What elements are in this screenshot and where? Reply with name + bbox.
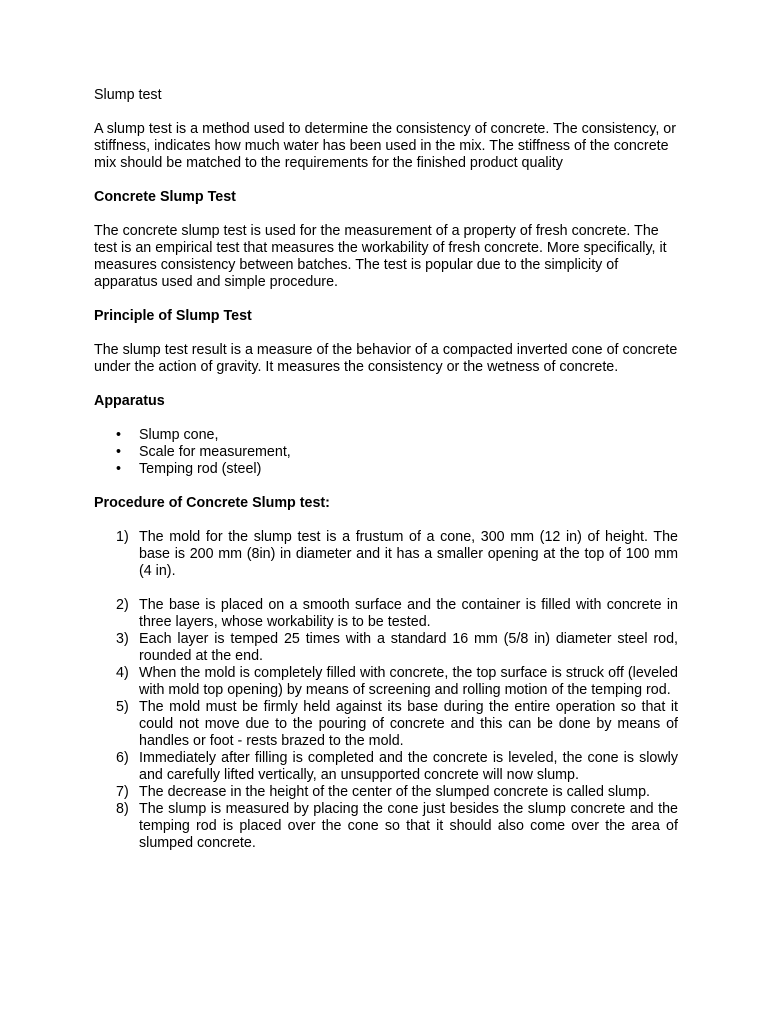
step-text: Immediately after filling is completed and the concrete is leveled, the cone is slowly and carefully lifted vertically, an unsupported concrete will now slump. bbox=[139, 750, 678, 783]
step-text: The mold must be firmly held against its base during the entire operation so that it could not move due to the pouring of concrete and this can be done by means of handles or foot - rests brazed to the mold. bbox=[139, 699, 678, 749]
step-text: The slump is measured by placing the cone just besides the slump concrete and the temping rod is placed over the cone so that it should also come over the area of slumped concrete. bbox=[139, 801, 678, 851]
step-number: 4) bbox=[116, 665, 129, 681]
step-number: 1) bbox=[116, 529, 129, 545]
procedure-step bbox=[94, 750, 678, 784]
bullet-icon: • bbox=[116, 461, 122, 477]
list-item bbox=[94, 461, 678, 478]
procedure-step bbox=[94, 529, 678, 580]
concrete-slump-test-paragraph: The concrete slump test is used for the measurement of a property of fresh concrete. The test is an empirical test that measures the workability of fresh concrete. More specifically, it measures consistency between batches. The test is popular due to the simplicity of apparatus used and simple procedure. bbox=[94, 223, 667, 290]
step-text: The base is placed on a smooth surface and the container is filled with concrete in three layers, whose workability is to be tested. bbox=[139, 597, 678, 630]
procedure-step bbox=[94, 784, 678, 801]
step-number: 6) bbox=[116, 750, 129, 766]
step-number: 3) bbox=[116, 631, 129, 647]
step-text: The mold for the slump test is a frustum of a cone, 300 mm (12 in) of height. The base is 200 mm (8in) in diameter and it has a smaller opening at the top of 100 mm (4 in). bbox=[139, 529, 678, 579]
list-item-text: Temping rod (steel) bbox=[139, 461, 262, 477]
document-title: Slump test bbox=[94, 87, 162, 103]
heading-procedure: Procedure of Concrete Slump test: bbox=[94, 495, 330, 511]
heading-principle: Principle of Slump Test bbox=[94, 308, 252, 324]
bullet-icon: • bbox=[116, 444, 122, 460]
list-item bbox=[94, 427, 678, 444]
principle-paragraph: The slump test result is a measure of the behavior of a compacted inverted cone of concrete under the action of gravity. It measures the consistency or the wetness of concrete. bbox=[94, 342, 678, 375]
bullet-icon: • bbox=[116, 427, 122, 443]
step-text: Each layer is temped 25 times with a standard 16 mm (5/8 in) diameter steel rod, rounded at the end. bbox=[139, 631, 678, 664]
document-page bbox=[94, 87, 678, 852]
list-item bbox=[94, 444, 678, 461]
procedure-step bbox=[94, 665, 678, 699]
heading-apparatus: Apparatus bbox=[94, 393, 165, 409]
step-text: The decrease in the height of the center of the slumped concrete is called slump. bbox=[139, 784, 651, 800]
list-item-text: Slump cone, bbox=[139, 427, 219, 443]
procedure-step bbox=[94, 631, 678, 665]
heading-concrete-slump-test: Concrete Slump Test bbox=[94, 189, 236, 205]
step-number: 2) bbox=[116, 597, 129, 613]
procedure-step bbox=[94, 801, 678, 852]
step-number: 5) bbox=[116, 699, 129, 715]
procedure-steps bbox=[94, 529, 678, 852]
intro-paragraph: A slump test is a method used to determine the consistency of concrete. The consistency, or stiffness, indicates how much water has been used in the mix. The stiffness of the concrete mix should be matched to the requirements for the finished product quality bbox=[94, 121, 676, 171]
step-number: 8) bbox=[116, 801, 129, 817]
procedure-step bbox=[94, 597, 678, 631]
procedure-step bbox=[94, 699, 678, 750]
step-number: 7) bbox=[116, 784, 129, 800]
step-text: When the mold is completely filled with concrete, the top surface is struck off (leveled with mold top opening) by means of screening and rolling motion of the temping rod. bbox=[139, 665, 678, 698]
apparatus-list bbox=[94, 427, 678, 478]
list-item-text: Scale for measurement, bbox=[139, 444, 291, 460]
